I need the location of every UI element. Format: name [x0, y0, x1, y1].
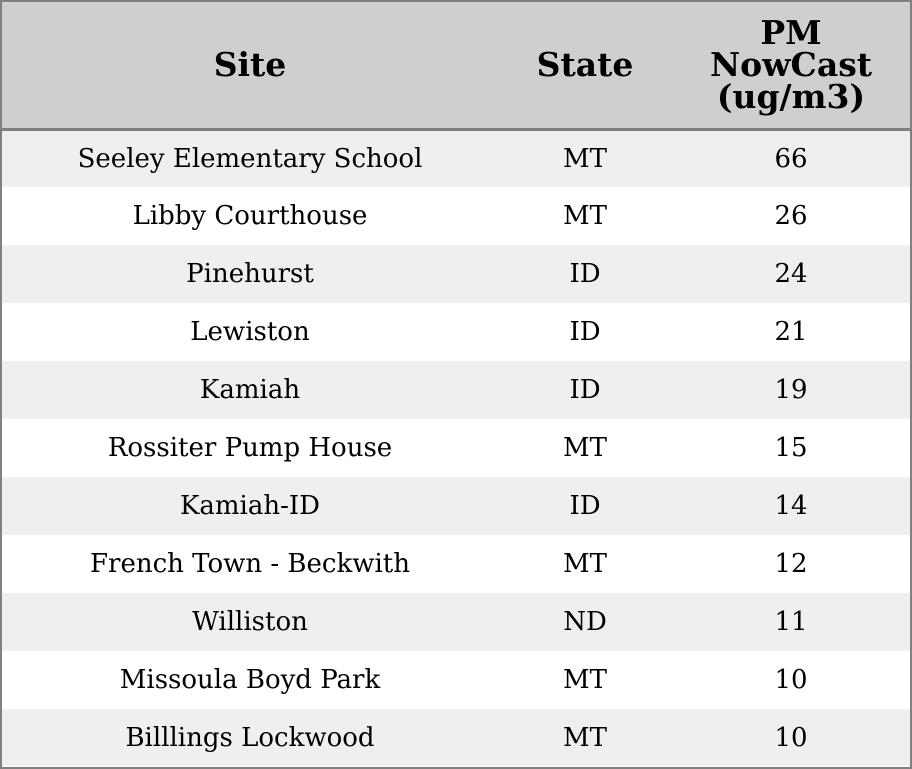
table-body — [2, 129, 910, 766]
site-cell: Libby Courthouse — [132, 201, 368, 231]
header-pm-line2: NowCast — [709, 44, 873, 84]
site-cell: Kamiah — [199, 375, 301, 405]
state-cell: MT — [563, 549, 607, 579]
pm-value-cell: 12 — [774, 549, 808, 579]
header-pm-nowcast — [672, 2, 910, 129]
table-header — [2, 2, 910, 129]
table-row — [2, 709, 910, 766]
state-cell: MT — [563, 143, 607, 174]
table-row — [2, 477, 910, 535]
pm-nowcast-table — [2, 2, 910, 766]
table-row — [2, 419, 910, 477]
state-cell: MT — [563, 201, 607, 231]
table-row — [2, 651, 910, 709]
site-cell: Missoula Boyd Park — [119, 665, 381, 695]
pm-value-cell: 14 — [774, 491, 808, 521]
table-row — [2, 129, 910, 187]
pm-value-cell: 66 — [774, 143, 808, 174]
state-cell: ID — [569, 317, 601, 347]
state-cell: ND — [563, 607, 607, 637]
header-pm-line3: (ug/m3) — [716, 76, 866, 116]
header-row — [2, 2, 910, 129]
site-cell: Rossiter Pump House — [107, 433, 393, 463]
table-row — [2, 187, 910, 245]
table-row — [2, 593, 910, 651]
pm-value-cell: 19 — [774, 375, 808, 405]
pm-value-cell: 11 — [774, 607, 808, 637]
pm-value-cell: 15 — [774, 433, 808, 463]
pm-value-cell: 26 — [774, 201, 808, 231]
state-cell: MT — [563, 433, 607, 463]
site-cell: Williston — [192, 607, 308, 637]
state-cell: ID — [569, 259, 601, 289]
header-state: State — [498, 2, 672, 129]
site-cell: Seeley Elementary School — [77, 143, 423, 174]
header-site: Site — [2, 2, 498, 129]
header-pm-line1: PM — [760, 12, 822, 52]
table-row — [2, 303, 910, 361]
state-cell: ID — [569, 375, 601, 405]
pm-value-cell: 24 — [774, 259, 808, 289]
site-cell: Lewiston — [190, 317, 310, 347]
state-cell: MT — [563, 665, 607, 695]
pm-value-cell: 10 — [774, 722, 808, 753]
pm-value-cell: 21 — [774, 317, 808, 347]
site-cell: French Town - Beckwith — [89, 549, 411, 579]
table-row — [2, 535, 910, 593]
pm-value-cell: 10 — [774, 665, 808, 695]
table-row — [2, 361, 910, 419]
site-cell: Pinehurst — [186, 259, 314, 289]
table-row — [2, 245, 910, 303]
site-cell: Billlings Lockwood — [125, 722, 375, 753]
state-cell: MT — [563, 722, 607, 753]
site-cell: Kamiah-ID — [179, 491, 321, 521]
state-cell: ID — [569, 491, 601, 521]
